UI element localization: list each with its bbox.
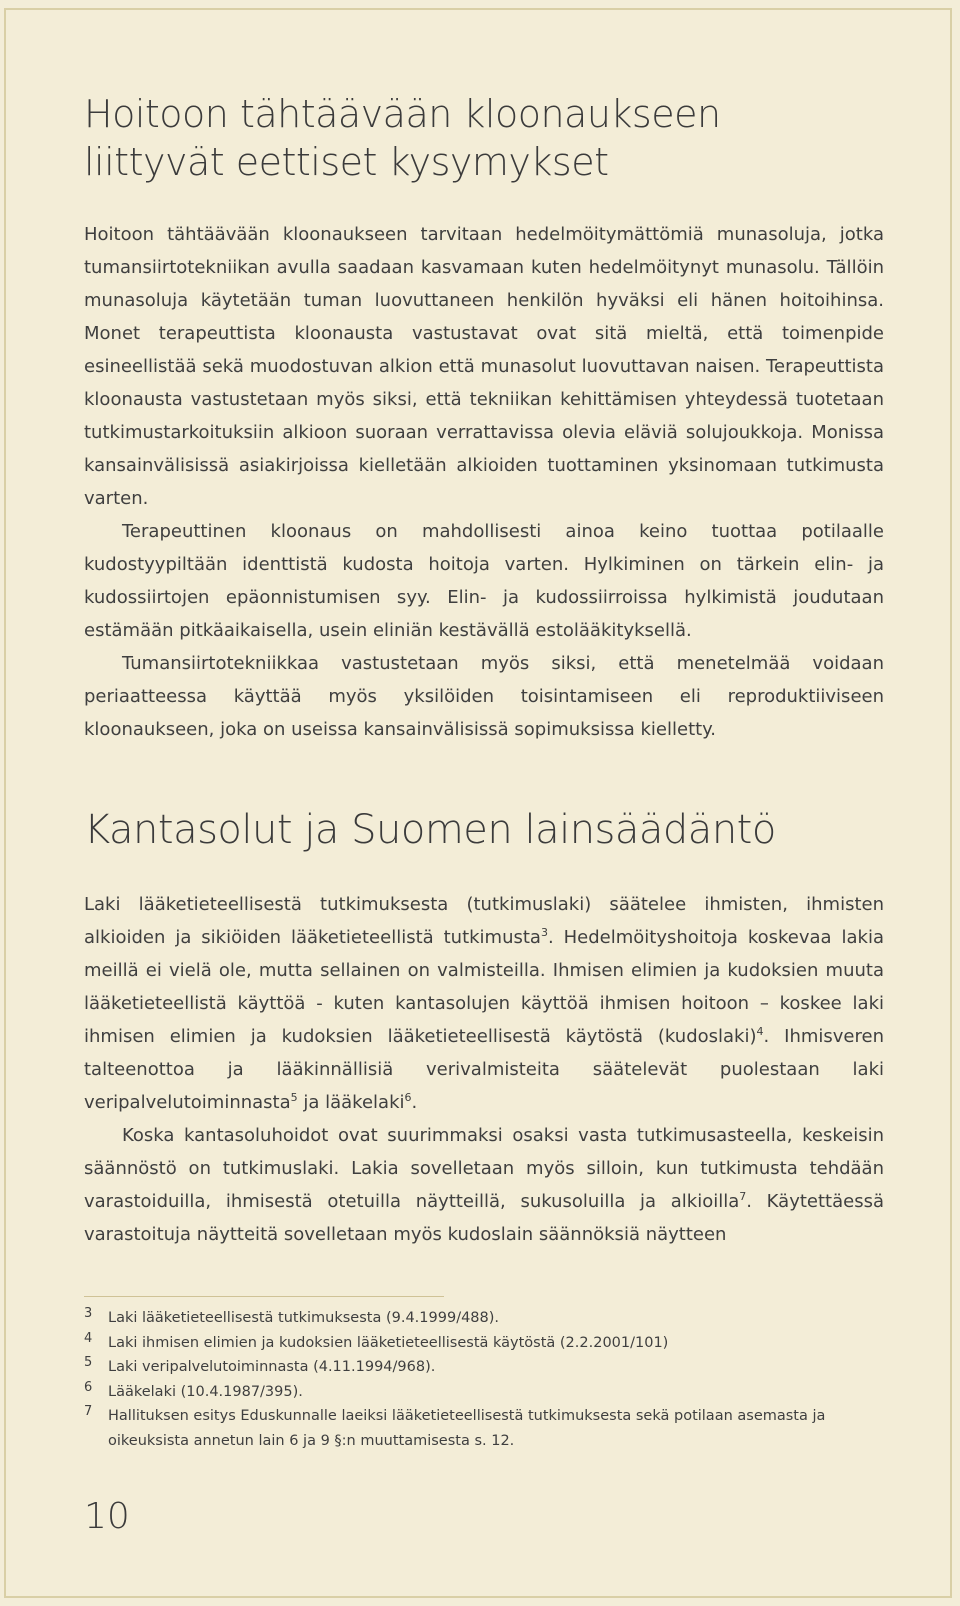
- section1-heading: [84, 90, 884, 186]
- section1-heading-line2: liittyvät eettiset kysymykset: [84, 140, 609, 184]
- text-run: Laki lääketieteellisestä tutkimuksesta (tutkimuslaki) säätelee ihmisten, ihmisten alkioiden ja sikiöiden lääketieteellistä tutkimusta: [84, 894, 884, 948]
- footnote-number: 3: [84, 1306, 93, 1321]
- footnote-item: [84, 1331, 864, 1356]
- footnote-item: [84, 1355, 864, 1380]
- page-number: 10: [84, 1496, 130, 1537]
- text-run: Koska kantasoluhoidot ovat suurimmaksi osaksi vasta tutkimusasteella, keskeisin säännöstö on tutkimuslaki. Lakia sovelletaan myös silloin, kun tutkimusta tehdään varastoiduilla, ihmisestä otetuilla näytteillä, sukusoluilla ja alkioilla: [84, 1125, 884, 1212]
- text-run: ja lääkelaki: [297, 1092, 405, 1113]
- section1-paragraph-3: Tumansiirtotekniikkaa vastustetaan myös siksi, että menetelmää voidaan periaatteessa käyttää myös yksilöiden toisintamiseen eli reproduktiiviseen kloonaukseen, joka on useissa kansainvälisissä sopimuksissa kielletty.: [84, 653, 884, 740]
- footnote-ref-5: 5: [290, 1091, 298, 1104]
- footnotes: [84, 1306, 864, 1453]
- footnote-text: Lääkelaki (10.4.1987/395).: [108, 1383, 303, 1400]
- footnote-text: Hallituksen esitys Eduskunnalle laeiksi lääketieteellisestä tutkimuksesta sekä potilaan asemasta ja oikeuksista annetun lain 6 ja 9 §:n muuttamisesta s. 12.: [108, 1408, 826, 1449]
- section1-heading-line1: Hoitoon tähtäävään kloonaukseen: [84, 92, 721, 136]
- section2-paragraph-1: [84, 888, 884, 1119]
- footnote-text: Laki veripalvelutoiminnasta (4.11.1994/968).: [108, 1359, 436, 1375]
- footnote-number: 4: [84, 1330, 93, 1346]
- footnote-number: 6: [84, 1379, 93, 1395]
- section1-paragraph-2: Terapeuttinen kloonaus on mahdollisesti ainoa keino tuottaa potilaalle kudostyypiltään identtistä kudosta hoitoja varten. Hylkiminen on tärkein elin- ja kudossiirtojen epäonnistumisen syy. Elin- ja kudossiirroissa hylkimistä joudutaan estämään pitkäaikaisella, usein eliniän kestävällä estolääkityksellä.: [84, 521, 884, 641]
- footnote-ref-3: 3: [540, 926, 548, 939]
- section2-heading: Kantasolut ja Suomen lainsäädäntö: [84, 807, 776, 853]
- document-page: [4, 8, 952, 1598]
- footnote-ref-6: 6: [404, 1091, 412, 1104]
- footnote-number: 5: [84, 1355, 93, 1370]
- footnote-item: [84, 1380, 864, 1405]
- section2-body: [84, 888, 884, 1251]
- text-run: .: [411, 1092, 418, 1113]
- text-run: . Ihmisveren talteenottoa ja lääkinnällisiä verivalmisteita säätelevät puolestaan laki veripalvelutoiminnasta: [84, 1026, 884, 1113]
- footnote-divider: [84, 1296, 444, 1297]
- text-run: . Käytettäessä varastoituja näytteitä sovelletaan myös kudoslain säännöksiä näytteen: [84, 1191, 884, 1245]
- footnote-ref-7: 7: [739, 1190, 747, 1203]
- section1-body: [84, 218, 884, 746]
- footnote-item: [84, 1306, 864, 1331]
- footnote-text: Laki ihmisen elimien ja kudoksien lääketieteellisestä käytöstä (2.2.2001/101): [108, 1334, 669, 1351]
- footnote-number: 7: [84, 1404, 93, 1419]
- footnote-text: Laki lääketieteellisestä tutkimuksesta (9.4.1999/488).: [108, 1310, 500, 1326]
- text-run: . Hedelmöityshoitoja koskevaa lakia meillä ei vielä ole, mutta sellainen on valmisteilla. Ihmisen elimien ja kudoksien muuta lääketieteellistä käyttöä - kuten kantasolujen käyttöä ihmisen hoitoon – koskee laki ihmisen elimien ja kudoksien lääketieteellisestä käytöstä (kudoslaki): [84, 927, 884, 1047]
- footnote-ref-4: 4: [756, 1025, 764, 1038]
- footnote-item: [84, 1404, 864, 1453]
- section2-paragraph-2: [84, 1119, 884, 1251]
- section1-paragraph-1: Hoitoon tähtäävään kloonaukseen tarvitaan hedelmöitymättömiä munasoluja, jotka tumansiirtotekniikan avulla saadaan kasvamaan kuten hedelmöitynyt munasolu. Tällöin munasoluja käytetään tuman luovuttaneen henkilön hyväksi eli hänen hoitoihinsa. Monet terapeuttista kloonausta vastustavat ovat sitä mieltä, että toimenpide esineellistää sekä muodostuvan alkion että munasolut luovuttavan naisen. Terapeuttista kloonausta vastustetaan myös siksi, että tekniikan kehittämisen yhteydessä tuotetaan tutkimustarkoituksiin alkioon suoraan verrattavissa olevia eläviä solujoukkoja. Monissa kansainvälisissä asiakirjoissa kielletään alkioiden tuottaminen yksinomaan tutkimusta varten.: [84, 224, 884, 509]
